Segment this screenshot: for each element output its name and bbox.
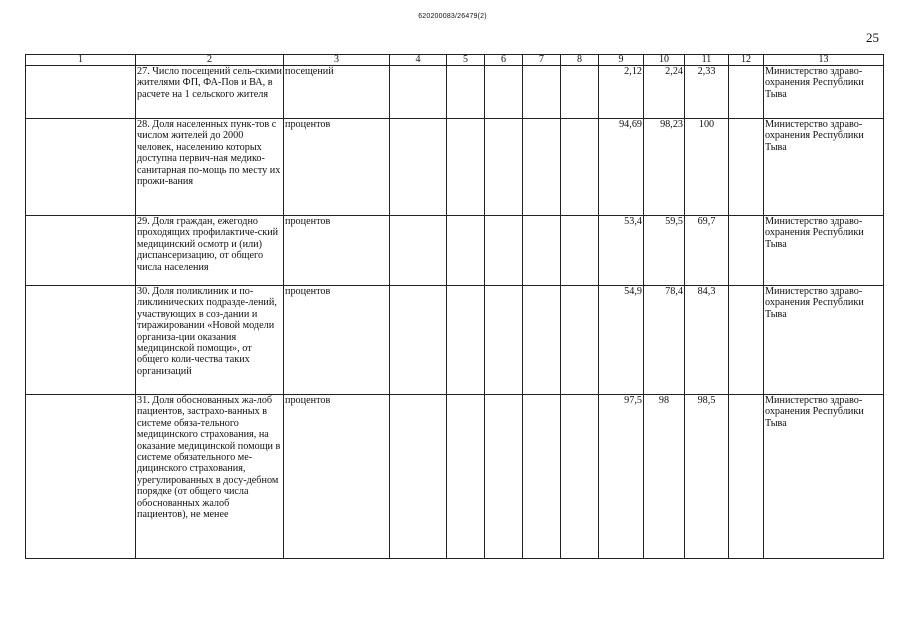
value-cell (390, 119, 447, 216)
table-row (26, 286, 884, 395)
responsible-cell: Министерство здраво-охранения Республики Тыва (764, 119, 884, 216)
value-cell: 53,4 (599, 216, 644, 286)
unit-cell: посещений (284, 66, 390, 119)
row-cell-empty (26, 395, 136, 559)
unit-cell: процентов (284, 286, 390, 395)
indicator-description: 28. Доля населенных пунк-тов с числом жителей до 2000 человек, населению которых доступна первич-ная медико-санитарная по-мощь по месту их прожи-вания (136, 119, 284, 216)
row-cell-empty (26, 119, 136, 216)
unit-cell: процентов (284, 216, 390, 286)
column-header: 9 (599, 55, 644, 66)
value-cell (729, 395, 764, 559)
column-header: 10 (644, 55, 685, 66)
table-row (26, 216, 884, 286)
indicator-description: 31. Доля обоснованных жа-лоб пациентов, застрахо-ванных в системе обяза-тельного медицинского страхования, на оказание медицинской помощи в системе обязательного ме-дицинского страхования, урегулированных в досу-дебном порядке (от общего числа обоснованных жалоб пациентов), не менее (136, 395, 284, 559)
value-cell (561, 66, 599, 119)
responsible-cell: Министерство здраво-охранения Республики Тыва (764, 216, 884, 286)
value-cell: 98,23 (644, 119, 685, 216)
value-cell: 94,69 (599, 119, 644, 216)
row-cell-empty (26, 286, 136, 395)
value-cell: 100 (685, 119, 729, 216)
column-header: 7 (523, 55, 561, 66)
value-cell: 78,4 (644, 286, 685, 395)
value-cell: 97,5 (599, 395, 644, 559)
value-cell (485, 216, 523, 286)
value-cell (390, 216, 447, 286)
column-header: 2 (136, 55, 284, 66)
column-header: 13 (764, 55, 884, 66)
table-row (26, 66, 884, 119)
responsible-cell: Министерство здраво-охранения Республики Тыва (764, 66, 884, 119)
value-cell (523, 119, 561, 216)
value-cell: 2,24 (644, 66, 685, 119)
indicator-description: 30. Доля поликлиник и по-ликлинических подразде-лений, участвующих в соз-дании и тиражировании «Новой модели организа-ции оказания медицинской помощи», от общего коли-чества таких организаций (136, 286, 284, 395)
value-cell: 2,33 (685, 66, 729, 119)
column-header: 3 (284, 55, 390, 66)
indicator-description: 29. Доля граждан, ежегодно проходящих профилактиче-ский медицинский осмотр и (или) диспансеризацию, от общего числа населения (136, 216, 284, 286)
indicators-table (25, 54, 884, 559)
responsible-cell: Министерство здраво-охранения Республики Тыва (764, 395, 884, 559)
value-cell: 54,9 (599, 286, 644, 395)
value-cell: 98,5 (685, 395, 729, 559)
value-cell (561, 119, 599, 216)
column-header: 8 (561, 55, 599, 66)
unit-cell: процентов (284, 395, 390, 559)
value-cell (390, 395, 447, 559)
row-cell-empty (26, 66, 136, 119)
value-cell (523, 216, 561, 286)
value-cell (729, 66, 764, 119)
table-row (26, 395, 884, 559)
value-cell (447, 395, 485, 559)
value-cell (485, 66, 523, 119)
value-cell (561, 216, 599, 286)
value-cell (729, 286, 764, 395)
value-cell (523, 286, 561, 395)
value-cell (390, 286, 447, 395)
value-cell (485, 286, 523, 395)
value-cell (729, 216, 764, 286)
column-header: 6 (485, 55, 523, 66)
value-cell (485, 119, 523, 216)
value-cell (390, 66, 447, 119)
value-cell: 59,5 (644, 216, 685, 286)
indicator-description: 27. Число посещений сель-скими жителями ФП, ФА-Пов и ВА, в расчете на 1 сельского жителя (136, 66, 284, 119)
value-cell (485, 395, 523, 559)
page-number: 25 (866, 30, 879, 45)
value-cell (447, 66, 485, 119)
document-id: 620200083/26479(2) (418, 13, 487, 20)
value-cell (447, 119, 485, 216)
column-header: 1 (26, 55, 136, 66)
row-cell-empty (26, 216, 136, 286)
value-cell (561, 286, 599, 395)
value-cell: 84,3 (685, 286, 729, 395)
value-cell (561, 395, 599, 559)
value-cell (523, 395, 561, 559)
value-cell: 2,12 (599, 66, 644, 119)
table-row (26, 119, 884, 216)
header-row (26, 55, 884, 66)
value-cell (447, 216, 485, 286)
column-header: 11 (685, 55, 729, 66)
value-cell: 69,7 (685, 216, 729, 286)
column-header: 5 (447, 55, 485, 66)
column-header: 4 (390, 55, 447, 66)
responsible-cell: Министерство здраво-охранения Республики Тыва (764, 286, 884, 395)
unit-cell: процентов (284, 119, 390, 216)
value-cell: 98 (644, 395, 685, 559)
value-cell (447, 286, 485, 395)
value-cell (523, 66, 561, 119)
column-header: 12 (729, 55, 764, 66)
value-cell (729, 119, 764, 216)
